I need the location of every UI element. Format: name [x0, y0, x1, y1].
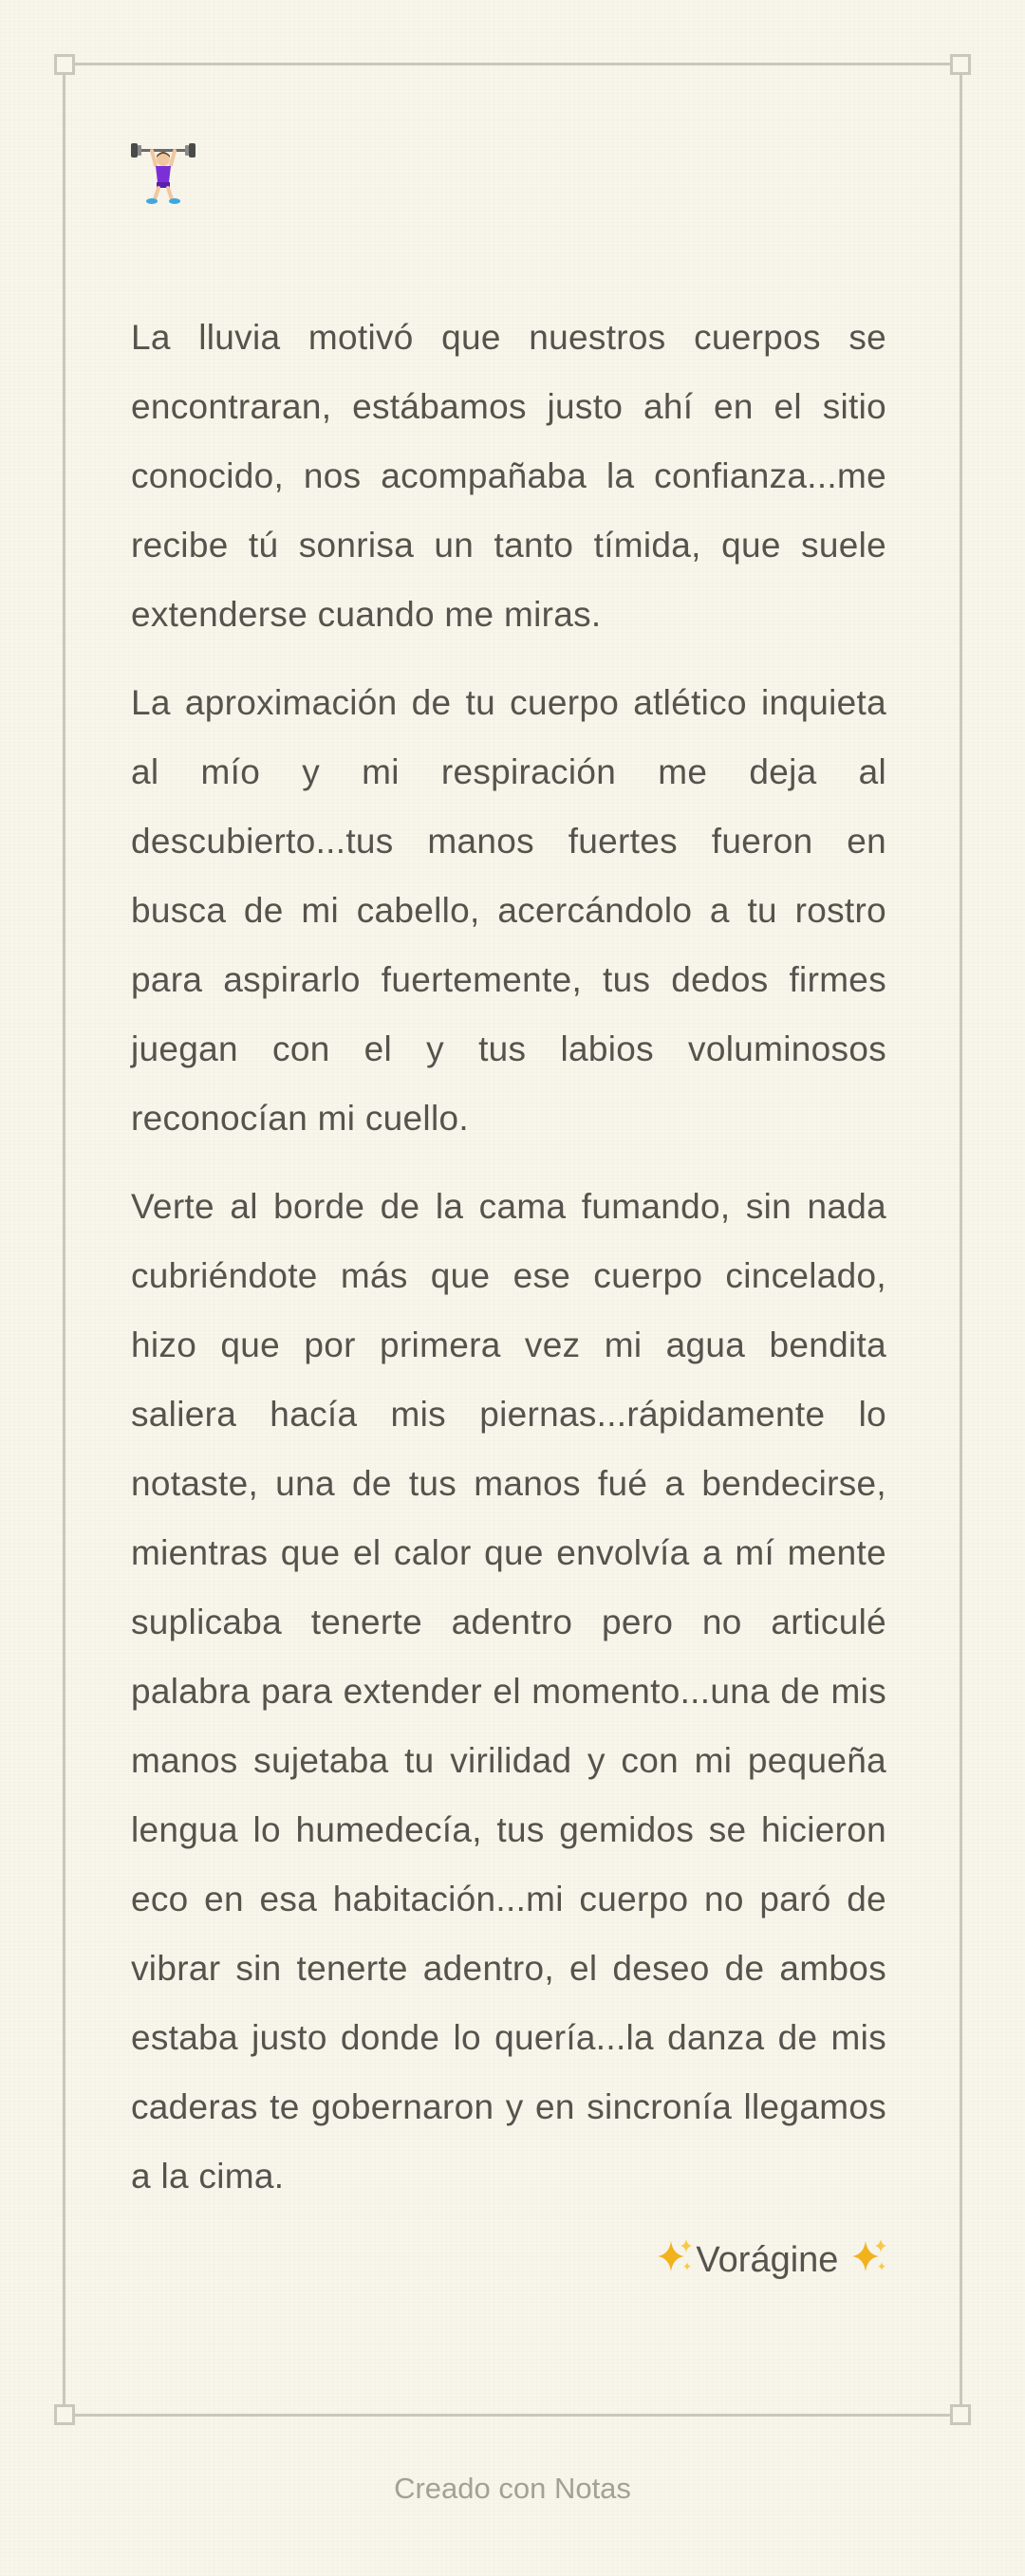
paragraph: La lluvia motivó que nuestros cuerpos se encontraran, estábamos justo ahí en el sitio conocido, nos acompañaba la confianza...me recibe tú sonrisa un tanto tímida, que suele extenderse cuando me miras. — [131, 318, 886, 634]
frame-corner-top-left — [54, 54, 75, 75]
signature-text: Vorágine — [696, 2240, 839, 2280]
note-body — [131, 303, 886, 2230]
weightlifter-emoji-icon — [129, 140, 197, 209]
paragraph: Verte al borde de la cama fumando, sin nada cubriéndote más que ese cuerpo cincelado, hizo que por primera vez mi agua bendita saliera hacía mis piernas...rápidamente lo notaste, una de tus manos fué a bendecirse, mientras que el calor que envolvía a mí mente suplicaba tenerte adentro pero no articulé palabra para extender el momento...una de mis manos sujetaba tu virilidad y con mi pequeña lengua lo humedecía, tus gemidos se hicieron eco en esa habitación...mi cuerpo no paró de vibrar sin tenerte adentro, el deseo de ambos estaba justo donde lo quería...la danza de mis caderas te gobernaron y en sincronía llegamos a la cima. — [131, 1187, 886, 2196]
paragraph: La aproximación de tu cuerpo atlético inquieta al mío y mi respiración me deja al descubierto...tus manos fuertes fueron en busca de mi cabello, acercándolo a tu rostro para aspirarlo fuertemente, tus dedos firmes juegan con el y tus labios voluminosos reconocían mi cuello. — [131, 683, 886, 1138]
signature — [654, 2232, 890, 2289]
frame-corner-bottom-left — [54, 2404, 75, 2425]
frame-corner-bottom-right — [950, 2404, 971, 2425]
frame-corner-top-right — [950, 54, 971, 75]
sparkles-icon — [654, 2235, 696, 2277]
footer-credit: Creado con Notas — [394, 2472, 631, 2505]
sparkles-icon — [848, 2235, 890, 2277]
